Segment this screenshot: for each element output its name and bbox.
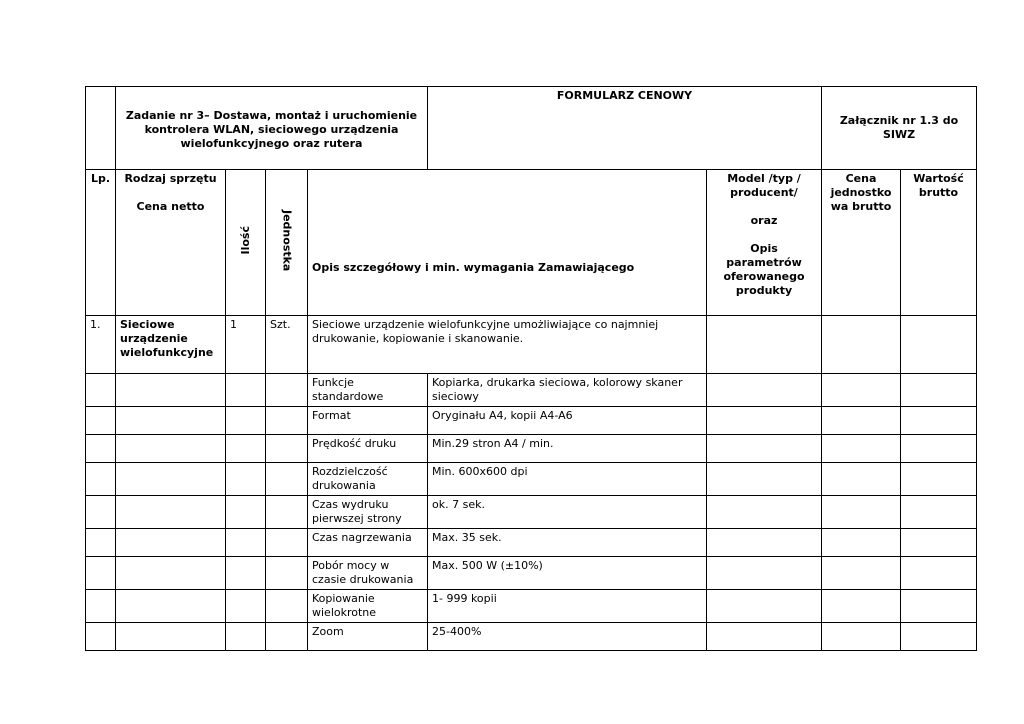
spec-empty-cell [116, 374, 226, 407]
header-empty-cell [86, 87, 116, 170]
spec-empty-cell [226, 590, 266, 623]
spec-empty-cell [266, 623, 308, 651]
item-gross-value-cell[interactable] [901, 316, 977, 374]
spec-empty-cell [116, 623, 226, 651]
col-net-price-label: Cena netto [136, 200, 205, 213]
col-gross-value-header [901, 170, 977, 316]
spec-param: Prędkość druku [308, 435, 428, 463]
col-model-header [707, 170, 822, 316]
spec-empty-cell [266, 463, 308, 496]
spec-value: 25-400% [428, 623, 707, 651]
spec-value: ok. 7 sek. [428, 496, 707, 529]
item-row [86, 316, 977, 374]
col-description-label: Opis szczegółowy i min. wymagania Zamawiającego [312, 261, 635, 274]
spec-model-cell[interactable] [707, 496, 822, 529]
spec-value: Kopiarka, drukarka sieciowa, kolorowy skaner sieciowy [428, 374, 707, 407]
spec-empty-cell [226, 623, 266, 651]
spec-model-cell[interactable] [707, 435, 822, 463]
spec-empty-cell [86, 435, 116, 463]
spec-param: Czas nagrzewania [308, 529, 428, 557]
spec-unit-price-cell[interactable] [822, 623, 901, 651]
spec-param: Funkcje standardowe [308, 374, 428, 407]
spec-param: Czas wydruku pierwszej strony [308, 496, 428, 529]
attachment-cell [822, 87, 977, 170]
spec-empty-cell [226, 529, 266, 557]
spec-value: Max. 500 W (±10%) [428, 557, 707, 590]
spec-row [86, 590, 977, 623]
spec-unit-price-cell[interactable] [822, 435, 901, 463]
spec-value: 1- 999 kopii [428, 590, 707, 623]
spec-empty-cell [86, 496, 116, 529]
spec-empty-cell [116, 407, 226, 435]
spec-gross-value-cell[interactable] [901, 623, 977, 651]
col-lp-label: Lp. [90, 172, 111, 185]
spec-empty-cell [86, 407, 116, 435]
spec-empty-cell [116, 435, 226, 463]
spec-row [86, 374, 977, 407]
spec-empty-cell [86, 529, 116, 557]
spec-empty-cell [266, 590, 308, 623]
spec-empty-cell [116, 463, 226, 496]
form-title-cell [428, 87, 822, 170]
spec-unit-price-cell[interactable] [822, 463, 901, 496]
spec-empty-cell [86, 374, 116, 407]
spec-row [86, 557, 977, 590]
spec-param: Rozdzielczość drukowania [308, 463, 428, 496]
spec-value: Max. 35 sek. [428, 529, 707, 557]
col-unit-header [266, 170, 308, 316]
spec-unit-price-cell[interactable] [822, 374, 901, 407]
spec-model-cell[interactable] [707, 590, 822, 623]
spec-param: Kopiowanie wielokrotne [308, 590, 428, 623]
spec-empty-cell [226, 407, 266, 435]
spec-gross-value-cell[interactable] [901, 407, 977, 435]
col-model-line2: oraz [750, 214, 778, 227]
col-equipment-header [116, 170, 226, 316]
spec-gross-value-cell[interactable] [901, 557, 977, 590]
spec-param: Format [308, 407, 428, 435]
spec-unit-price-cell[interactable] [822, 407, 901, 435]
spec-unit-price-cell[interactable] [822, 496, 901, 529]
spec-gross-value-cell[interactable] [901, 529, 977, 557]
col-model-line3: Opis parametrów oferowanego produkty [723, 242, 805, 297]
price-form-table [85, 86, 977, 651]
spec-row [86, 623, 977, 651]
col-equipment-label: Rodzaj sprzętu [124, 172, 217, 185]
spec-model-cell[interactable] [707, 374, 822, 407]
spec-empty-cell [226, 463, 266, 496]
task-title: Zadanie nr 3– Dostawa, montaż i uruchomienie kontrolera WLAN, sieciowego urządzenia wielofunkcyjnego oraz rutera [125, 109, 418, 150]
spec-empty-cell [86, 463, 116, 496]
spec-model-cell[interactable] [707, 463, 822, 496]
col-lp-header [86, 170, 116, 316]
col-quantity-label: Ilość [238, 226, 252, 255]
form-title: FORMULARZ CENOWY [556, 89, 693, 102]
spec-gross-value-cell[interactable] [901, 496, 977, 529]
spec-row [86, 435, 977, 463]
spec-model-cell[interactable] [707, 557, 822, 590]
spec-empty-cell [116, 496, 226, 529]
spec-empty-cell [116, 557, 226, 590]
spec-empty-cell [226, 435, 266, 463]
spec-gross-value-cell[interactable] [901, 374, 977, 407]
item-model-cell[interactable] [707, 316, 822, 374]
col-unit-label: Jednostka [280, 210, 294, 272]
spec-empty-cell [266, 529, 308, 557]
col-gross-value-label: Wartość brutto [913, 172, 964, 199]
spec-empty-cell [86, 557, 116, 590]
item-unit-price-cell[interactable] [822, 316, 901, 374]
spec-empty-cell [266, 407, 308, 435]
item-lp: 1. [86, 316, 116, 374]
spec-model-cell[interactable] [707, 529, 822, 557]
spec-empty-cell [226, 557, 266, 590]
spec-row [86, 496, 977, 529]
spec-unit-price-cell[interactable] [822, 557, 901, 590]
spec-empty-cell [226, 374, 266, 407]
spec-model-cell[interactable] [707, 623, 822, 651]
task-title-cell [116, 87, 428, 170]
col-unit-price-label: Cena jednostkowa brutto [830, 172, 892, 213]
spec-empty-cell [226, 496, 266, 529]
spec-empty-cell [86, 590, 116, 623]
spec-param: Zoom [308, 623, 428, 651]
spec-empty-cell [266, 496, 308, 529]
spec-row [86, 529, 977, 557]
spec-value: Oryginału A4, kopii A4-A6 [428, 407, 707, 435]
spec-value: Min. 600x600 dpi [428, 463, 707, 496]
spec-empty-cell [266, 374, 308, 407]
spec-gross-value-cell[interactable] [901, 590, 977, 623]
column-header-row [86, 170, 977, 316]
spec-unit-price-cell[interactable] [822, 590, 901, 623]
spec-row [86, 463, 977, 496]
spec-row [86, 407, 977, 435]
col-model-line1: Model /typ / producent/ [727, 172, 801, 199]
attachment-label: Załącznik nr 1.3 do SIWZ [839, 114, 959, 141]
item-description: Sieciowe urządzenie wielofunkcyjne umożliwiające co najmniej drukowanie, kopiowanie i skanowanie. [308, 316, 707, 374]
spec-empty-cell [116, 529, 226, 557]
item-unit: Szt. [266, 316, 308, 374]
header-row [86, 87, 977, 170]
col-quantity-header [226, 170, 266, 316]
spec-gross-value-cell[interactable] [901, 435, 977, 463]
spec-empty-cell [116, 590, 226, 623]
spec-param: Pobór mocy w czasie drukowania [308, 557, 428, 590]
item-quantity: 1 [226, 316, 266, 374]
spec-empty-cell [86, 623, 116, 651]
spec-model-cell[interactable] [707, 407, 822, 435]
spec-gross-value-cell[interactable] [901, 463, 977, 496]
col-description-header [308, 170, 707, 316]
spec-unit-price-cell[interactable] [822, 529, 901, 557]
item-name: Sieciowe urządzenie wielofunkcyjne [116, 316, 226, 374]
spec-empty-cell [266, 557, 308, 590]
col-unit-price-header [822, 170, 901, 316]
spec-empty-cell [266, 435, 308, 463]
spec-value: Min.29 stron A4 / min. [428, 435, 707, 463]
